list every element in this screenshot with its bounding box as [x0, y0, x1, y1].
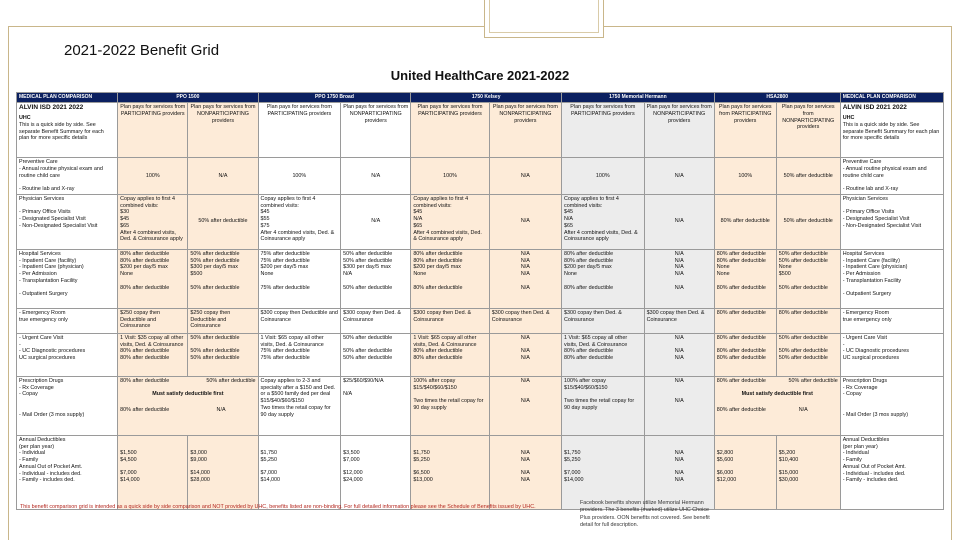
cell: $250 copay then Deductible and Coinsurance — [188, 308, 258, 333]
table-row — [17, 376, 944, 435]
cell: 80% after deductible 80% after deductible $200 per day/5 max None 80% after deductible — [411, 249, 489, 308]
plan-info-left: ALVIN ISD 2021 2022 UHC This is a quick side by side. See separate Benefit Summary for each plan for more specific details — [17, 103, 118, 158]
cell: 50% after deductible — [776, 158, 840, 195]
cell: N/A N/A — [489, 376, 561, 435]
cell: 100% — [411, 158, 489, 195]
cell: $300 copay then Ded. & Coinsurance — [489, 308, 561, 333]
cell: N/A N/A N/A — [489, 333, 561, 376]
cell: N/A N/A N/A N/A — [644, 435, 714, 509]
cell: 80% after deductible 80% after deductible $200 per day/5 max None 80% after deductible — [562, 249, 645, 308]
table-row — [17, 249, 944, 308]
row-label: - Emergency Room true emergency only — [840, 308, 943, 333]
header-cell: HSA2800 — [714, 93, 840, 103]
document-title: United HealthCare 2021-2022 — [390, 68, 570, 83]
table-row — [17, 333, 944, 376]
cell: N/A — [489, 194, 561, 249]
col-out: Plan pays for services from NONPARTICIPATING providers — [489, 103, 561, 158]
cell: 100% — [714, 158, 776, 195]
col-out: Plan pays for services from NONPARTICIPATING providers — [188, 103, 258, 158]
cell: N/A — [341, 158, 411, 195]
row-label: Preventive Care - Annual routine physical exam and routine child care - Routine lab and X-ray — [17, 158, 118, 195]
cell: $1,500 $4,500 $7,000 $14,000 — [118, 435, 188, 509]
cell: 80% after deductible 50% after deductible Must satisfy deductible first 80% after deductible N/A — [714, 376, 840, 435]
cell: 50% after deductible 50% after deductible 50% after deductible — [188, 333, 258, 376]
cell: N/A N/A N/A N/A — [489, 435, 561, 509]
cell: $300 copay then Ded. & Coinsurance — [341, 308, 411, 333]
header-cell: MEDICAL PLAN COMPARISON — [17, 93, 118, 103]
row-label: Prescription Drugs - Rx Coverage - Copay - Mail Order (3 mos supply) — [840, 376, 943, 435]
header-cell: 1750 Memorial Hermann — [562, 93, 715, 103]
cell: $3,000 $9,000 $14,000 $28,000 — [188, 435, 258, 509]
cell: $300 copay then Deductible and Coinsurance — [258, 308, 341, 333]
cell: Copay applies to first 4 combined visits: $45 $55 $75 After 4 combined visits, Ded. & Coinsurance apply — [258, 194, 341, 249]
cell: 1 Visit: $65 copay all other visits, Ded. & Coinsurance 75% after deductible 75% after deductible — [258, 333, 341, 376]
cell: $1,750 $5,250 $7,000 $14,000 — [562, 435, 645, 509]
cell: N/A — [644, 158, 714, 195]
cell: N/A — [188, 158, 258, 195]
row-label: - Emergency Room true emergency only — [17, 308, 118, 333]
cell: 50% after deductible 50% after deductible None $500 50% after deductible — [776, 249, 840, 308]
cell: 50% after deductible — [776, 194, 840, 249]
cell: $250 copay then Deductible and Coinsurance — [118, 308, 188, 333]
cell: N/A — [489, 158, 561, 195]
benefit-grid-document — [14, 64, 946, 540]
cell: 75% after deductible 75% after deductible $200 per day/5 max None 75% after deductible — [258, 249, 341, 308]
cell: 50% after deductible 50% after deductible 50% after deductible — [776, 333, 840, 376]
plan-info-right: ALVIN ISD 2021 2022 UHC This is a quick side by side. See separate Benefit Summary for each plan for more specific details — [840, 103, 943, 158]
cell: $3,500 $7,000 $12,000 $24,000 — [341, 435, 411, 509]
cell: 100% after copay $15/$40/$60/$150 Two times the retail copay for 90 day supply — [411, 376, 489, 435]
cell: N/A N/A N/A — [644, 333, 714, 376]
subheader-row — [17, 103, 944, 158]
header-cell: PPO 1500 — [118, 93, 258, 103]
row-label: Annual Deductibles (per plan year) - Individual - Family Annual Out of Pocket Amt. - Individual - includes ded. - Family - includes ded. — [17, 435, 118, 509]
table-row — [17, 194, 944, 249]
cell: N/A N/A N/A N/A N/A — [489, 249, 561, 308]
cell: 100% — [258, 158, 341, 195]
col-out: Plan pays for services from NONPARTICIPATING providers — [644, 103, 714, 158]
col-in: Plan pays for services from PARTICIPATING providers — [118, 103, 188, 158]
col-in: Plan pays for services from PARTICIPATING providers — [258, 103, 341, 158]
row-label: Hospital Services - Inpatient Care (facility) - Inpatient Care (physician) - Per Admission - Transplantation Facility - Outpatient Surgery — [17, 249, 118, 308]
cell: 50% after deductible — [188, 194, 258, 249]
col-in: Plan pays for services from PARTICIPATING providers — [562, 103, 645, 158]
cell: Copay applies to first 4 combined visits: $45 N/A $65 After 4 combined visits, Ded. & Coinsurance apply — [411, 194, 489, 249]
cell: $300 copay then Ded. & Coinsurance — [644, 308, 714, 333]
benefit-grid-table — [16, 92, 944, 510]
header-cell: MEDICAL PLAN COMPARISON — [840, 93, 943, 103]
table-row — [17, 435, 944, 509]
row-label: Physician Services - Primary Office Visits - Designated Specialist Visit - Non-Designated Specialist Visit — [840, 194, 943, 249]
cell: 80% after deductible 50% after deductible Must satisfy deductible first 80% after deductible N/A — [118, 376, 258, 435]
cell: N/A — [644, 194, 714, 249]
cell: 80% after deductible — [714, 308, 776, 333]
cell: Copay applies to first 4 combined visits: $30 $45 $65 After 4 combined visits, Ded. & Coinsurance apply — [118, 194, 188, 249]
slide-title: 2021-2022 Benefit Grid — [64, 42, 220, 59]
col-in: Plan pays for services from PARTICIPATING providers — [714, 103, 776, 158]
header-row — [17, 93, 944, 103]
footnote: This benefit comparison grid is intended as a quick side by side comparison and NOT provided by UHC, benefits listed are non-binding. For full detailed information please see the Schedule of Benefits issued by UHC. — [20, 504, 536, 510]
cell: 1 Visit: $65 copay all other visits, Ded. & Coinsurance 80% after deductible 80% after deductible — [562, 333, 645, 376]
title-decoration — [484, 0, 604, 38]
cell: 80% after deductible — [714, 194, 776, 249]
cell: 80% after deductible 80% after deductible 80% after deductible — [714, 333, 776, 376]
header-cell: PPO 1750 Broad — [258, 93, 411, 103]
col-out: Plan pays for services from NONPARTICIPATING providers — [341, 103, 411, 158]
cell: 100% — [562, 158, 645, 195]
cell: 1 Visit: $35 copay all other visits, Ded. & Coinsurance 80% after deductible 80% after deductible — [118, 333, 188, 376]
cell: 50% after deductible 50% after deductible 50% after deductible — [341, 333, 411, 376]
row-label: Preventive Care - Annual routine physical exam and routine child care - Routine lab and X-ray — [840, 158, 943, 195]
cell: N/A — [341, 194, 411, 249]
cell: $25/$60/$90/N/A N/A — [341, 376, 411, 435]
cell: 100% — [118, 158, 188, 195]
cell: 80% after deductible 80% after deductible None None 80% after deductible — [714, 249, 776, 308]
cell: $5,200 $10,400 $15,000 $30,000 — [776, 435, 840, 509]
row-label: Physician Services - Primary Office Visits - Designated Specialist Visit - Non-Designated Specialist Visit — [17, 194, 118, 249]
cell: Copay applies to 2-3 and specialty after a $150 and Ded. or a $500 family ded per deal $15/$40/$60/$150 Two times the retail copay for 90 day supply — [258, 376, 341, 435]
cell: N/A N/A N/A N/A N/A — [644, 249, 714, 308]
cell: $2,800 $5,600 $6,000 $12,000 — [714, 435, 776, 509]
row-label: Prescription Drugs - Rx Coverage - Copay - Mail Order (3 mos supply) — [17, 376, 118, 435]
cell: N/A N/A — [644, 376, 714, 435]
col-out: Plan pays for services from NONPARTICIPATING providers — [776, 103, 840, 158]
row-label: Hospital Services - Inpatient Care (facility) - Inpatient Care (physician) - Per Admission - Transplantation Facility - Outpatient Surgery — [840, 249, 943, 308]
cell: $1,750 $5,250 $7,000 $14,000 — [258, 435, 341, 509]
cell: 80% after deductible 80% after deductible $200 per day/5 max None 80% after deductible — [118, 249, 188, 308]
cell: 1 Visit: $65 copay all other visits, Ded. & Coinsurance 80% after deductible 80% after deductible — [411, 333, 489, 376]
cell: 50% after deductible 50% after deductible $300 per day/5 max $500 50% after deductible — [188, 249, 258, 308]
footnote-secondary: Facebook benefits shown utilize Memorial Hermann providers. The 3 benefits (marked) utilize UHC Choice Plus providers. OON benefits not covered. See benefit detail for full description. — [580, 500, 710, 528]
cell: $300 copay then Ded. & Coinsurance — [411, 308, 489, 333]
cell: 100% after copay $15/$40/$60/$150 Two times the retail copay for 90 day supply — [562, 376, 645, 435]
col-in: Plan pays for services from PARTICIPATING providers — [411, 103, 489, 158]
row-label: - Urgent Care Visit - - UC Diagnostic procedures UC surgical procedures — [17, 333, 118, 376]
table-row — [17, 158, 944, 195]
cell: Copay applies to first 4 combined visits: $45 N/A $65 After 4 combined visits, Ded. & Coinsurance apply — [562, 194, 645, 249]
cell: $1,750 $5,250 $6,500 $13,000 — [411, 435, 489, 509]
row-label: - Urgent Care Visit - - UC Diagnostic procedures UC surgical procedures — [840, 333, 943, 376]
cell: $300 copay then Ded. & Coinsurance — [562, 308, 645, 333]
cell: 80% after deductible — [776, 308, 840, 333]
header-cell: 1750 Kelsey — [411, 93, 562, 103]
table-row — [17, 308, 944, 333]
cell: 50% after deductible 50% after deductible $300 per day/5 max N/A 50% after deductible — [341, 249, 411, 308]
row-label: Annual Deductibles (per plan year) - Individual - Family Annual Out of Pocket Amt. - Individual - includes ded. - Family - includes ded. — [840, 435, 943, 509]
